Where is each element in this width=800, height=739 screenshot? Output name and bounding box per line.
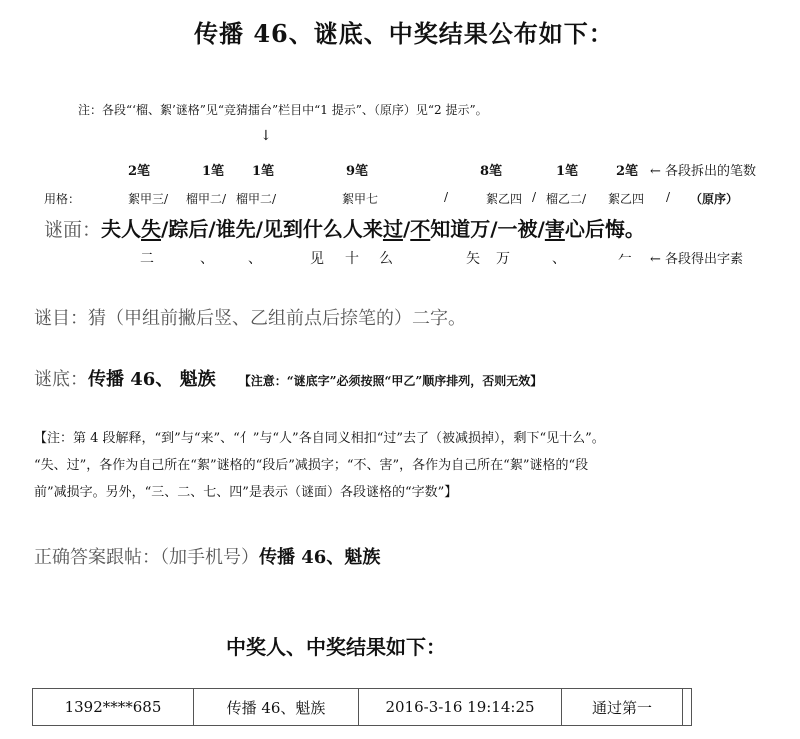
format-item: /	[666, 190, 671, 204]
explanation-line: “失、过”，各作为自己所在“絮”谜格的“段后”减损字；“不、害”，各作为自己所在“絮”谜格的“段	[34, 458, 589, 473]
explanation-block	[34, 425, 794, 506]
format-item: 榴乙二/	[546, 192, 587, 206]
stroke-count-row	[0, 160, 800, 180]
explanation-line: 【注：第 4 段解释，“到”与“来”、“亻”与“人”各自同义相扣“过”去了（被减损掉），剩下“见十么”。	[34, 431, 605, 446]
explanation-line: 前”减损字。另外，“三、二、七、四”是表示（谜面）各段谜格的“字数”】	[34, 485, 458, 500]
riddle-segment: /踪后/谁先/见到什么人来	[161, 217, 383, 241]
stroke-count: 9笔	[346, 164, 369, 179]
answer-value: 传播 46、 魁族	[88, 369, 216, 390]
format-item: 榴甲二/	[236, 192, 277, 206]
riddle-segment: 不	[410, 217, 431, 241]
element-char: 见	[310, 251, 324, 267]
riddle-row	[44, 213, 645, 242]
riddle-target	[34, 304, 466, 330]
winners-title: 中奖人、中奖结果如下：	[226, 635, 446, 659]
element-row	[0, 248, 800, 268]
format-item: （原序）	[690, 192, 739, 206]
riddle-text	[101, 217, 645, 241]
winners-table	[32, 688, 692, 726]
winner-rank: 通过第一	[562, 689, 683, 726]
format-item: /	[532, 190, 537, 204]
element-char: 、	[552, 251, 566, 267]
target-text: 猜（甲组前撇后竖、乙组前点后捺笔的）二字。	[88, 308, 466, 329]
format-item: /	[444, 190, 449, 204]
stroke-count: 8笔	[480, 164, 503, 179]
element-char: 二	[140, 251, 154, 267]
answer-remark: 【注意：“谜底字”必须按照“甲乙”顺序排列，否则无效】	[238, 374, 543, 388]
stroke-count: 1笔	[252, 164, 275, 179]
riddle-segment: 过	[382, 217, 403, 241]
hint-note: 注：各段“‘榴、絮’谜格”见“竞猜擂台”栏目中“1 提示”、（原序）见“2 提示”。	[78, 103, 488, 117]
winner-phone: 1392****685	[33, 689, 194, 726]
element-char: 万	[496, 251, 510, 267]
format-item: 絮乙四	[486, 192, 523, 206]
correct-answer-row	[34, 543, 380, 569]
down-arrow-icon: ↓	[260, 128, 272, 144]
element-annotation: ← 各段得出字素	[650, 252, 744, 267]
element-char: 么	[379, 251, 393, 267]
stroke-count: 1笔	[202, 164, 225, 179]
winner-answer: 传播 46、魁族	[194, 689, 359, 726]
riddle-segment: /	[402, 217, 411, 241]
format-row	[0, 190, 800, 208]
format-label: 用格：	[44, 192, 81, 206]
element-char: 矢	[466, 251, 480, 267]
correct-value: 传播 46、魁族	[259, 547, 381, 568]
riddle-segment: 心后悔。	[564, 217, 645, 241]
table-edge	[683, 689, 692, 726]
riddle-segment: 害	[544, 217, 565, 241]
riddle-segment: 知道万/一被/	[430, 217, 545, 241]
format-item: 絮甲三/	[128, 192, 169, 206]
riddle-segment: 夫人	[101, 217, 142, 241]
riddle-segment: 失	[141, 217, 162, 241]
stroke-count: 2笔	[616, 164, 639, 179]
riddle-label: 谜面：	[44, 219, 102, 241]
target-label: 谜目：	[34, 308, 88, 329]
table-row	[33, 689, 692, 726]
element-char: 𠂉	[618, 251, 632, 267]
format-item: 絮甲七	[342, 192, 379, 206]
answer-row	[34, 365, 542, 391]
stroke-count: 2笔	[128, 164, 151, 179]
page-title: 传播 46、谜底、中奖结果公布如下：	[194, 19, 614, 48]
stroke-annotation: ← 各段拆出的笔数	[650, 164, 757, 179]
format-item: 絮乙四	[608, 192, 645, 206]
stroke-count: 1笔	[556, 164, 579, 179]
winner-time: 2016-3-16 19:14:25	[359, 689, 562, 726]
element-char: 、	[248, 251, 262, 267]
correct-label: 正确答案跟帖：（加手机号）	[34, 547, 259, 568]
element-char: 十	[345, 251, 359, 267]
element-char: 、	[200, 251, 214, 267]
format-item: 榴甲二/	[186, 192, 227, 206]
answer-label: 谜底：	[34, 369, 88, 390]
